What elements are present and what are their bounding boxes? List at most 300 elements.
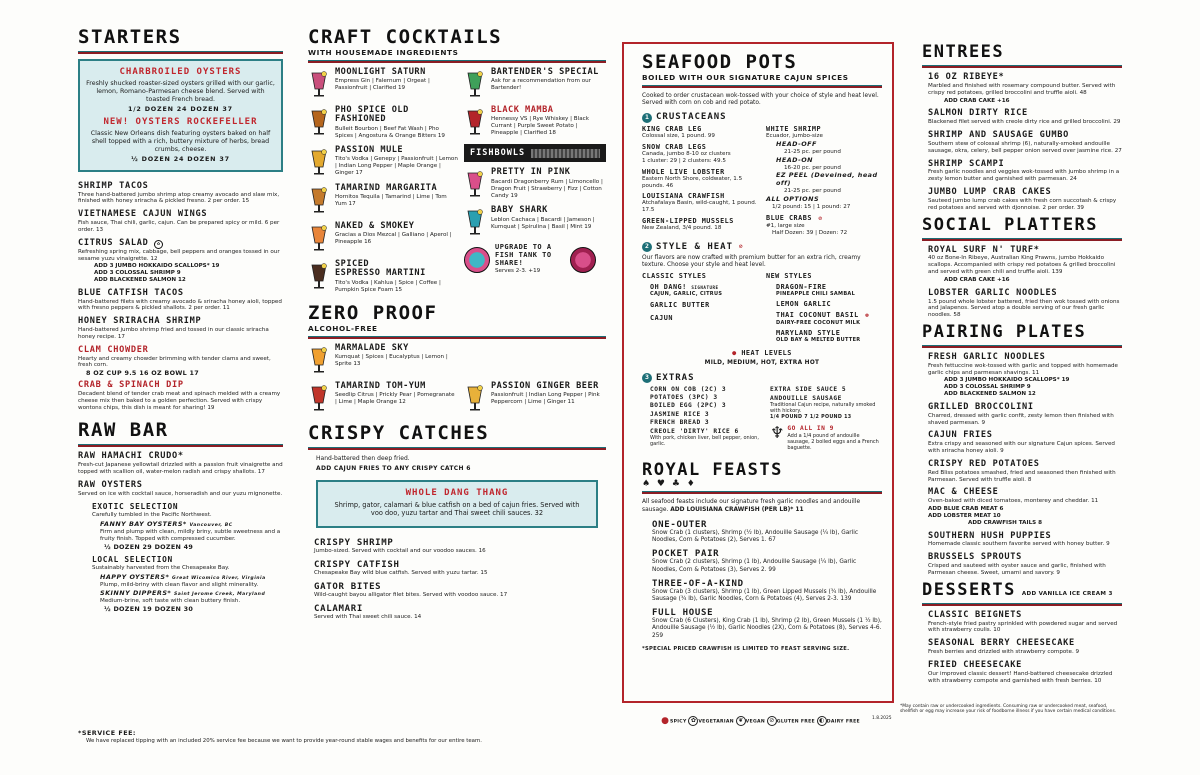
cocktails-subtitle: WITH HOUSEMADE INGREDIENTS	[308, 48, 459, 57]
spicy-icon: ●	[661, 715, 669, 726]
item-addon: ADD LOBSTER MEAT 10	[928, 512, 1001, 519]
item-desc: Served with Thai sweet chili sauce. 14	[314, 614, 422, 621]
style-name: MARYLAND STYLE	[776, 329, 841, 338]
item-desc: Charred, dressed with garlic confit, zesty lemon then finished with shaved parmesan. 9	[928, 412, 1114, 426]
trident-icon: ♆	[770, 423, 785, 443]
cocktail-text	[491, 168, 606, 199]
cocktail-item	[464, 206, 606, 238]
seafood-column	[642, 53, 882, 652]
menu-version: 1.8.2025	[872, 716, 892, 721]
starter-item	[78, 289, 283, 313]
cocktail-desc: Gracias a Dios Mezcal | Galliano | Aperol | Pineapple 16	[335, 232, 452, 246]
oyster-name: SKINNY DIPPERS*	[100, 589, 172, 597]
go-all-in	[770, 425, 882, 453]
menu-item	[928, 431, 1122, 455]
blue-crabs-note: #1, large size	[766, 223, 805, 230]
item-desc: Fresh garlic noodles and veggies wok-tossed with jumbo shrimp in a zesty lemon butter and garnished with parmesan. 24	[928, 169, 1120, 183]
menu-item	[928, 460, 1122, 484]
item-desc: Extra crispy and seasoned with our signature Cajun spices. Served with sriracha honey aioli. 9	[928, 441, 1115, 455]
cocktail-text	[335, 222, 458, 246]
drink-glass-icon	[308, 222, 330, 254]
cocktail-desc: Leblon Cachaca | Bacardi | Jameson | Kumquat | Spirulina | Basil | Mint 19	[491, 216, 595, 230]
item-desc: Homemade classic southern favorite served with honey butter. 9	[928, 541, 1110, 548]
cocktail-desc: Hornitos Tequila | Tamarind | Lime | Tom Yum 17	[335, 194, 447, 208]
menu-item	[928, 553, 1122, 577]
shark-bowl-icon	[570, 247, 596, 273]
cocktail-item	[308, 184, 458, 216]
starter-item	[78, 210, 283, 234]
spicy-icon: ●	[732, 349, 737, 358]
item-desc: 40 oz Bone-In Ribeye, Australian King Prawns, jumbo Hokkaido scallops. Accompanied with crispy red potatoes & grilled broccolini and served with green chili and truffle aioli. 139	[928, 255, 1116, 275]
new-styles-title: NEW STYLES	[766, 271, 812, 280]
item-name: BLUE CATFISH TACOS	[78, 287, 184, 298]
item-addon: ADD CRAWFISH TAILS 8	[968, 519, 1043, 526]
crispy-addon: ADD CAJUN FRIES TO ANY CRISPY CATCH 6	[316, 464, 471, 472]
heat-levels	[642, 349, 882, 366]
drink-glass-icon	[308, 106, 330, 138]
menu-item	[314, 538, 606, 555]
item-name: HONEY SRIRACHA SHRIMP	[78, 316, 202, 327]
item-desc: Decadent blend of tender crab meat and spinach melded with a creamy cheese mix then baked to a golden perfection. Served with crispy wontons chips, this dish is meant for sharing! 19	[78, 390, 281, 411]
shrimp-option-desc: 21-25 pc. per pound	[784, 148, 841, 155]
drinks-column	[308, 28, 606, 626]
item-name: SALMON DIRTY RICE	[928, 108, 1028, 119]
upgrade-text: UPGRADE TO A FISH TANK TO SHARE!	[495, 243, 552, 267]
legend-item	[736, 716, 765, 726]
go-all-in-desc: Add a 1/4 pound of andouille sausage, 2 boiled eggs and a French baguette.	[787, 432, 879, 451]
desserts-divider	[922, 603, 1122, 606]
item-name: MAC & CHEESE	[928, 487, 999, 498]
cocktail-desc: Tito's Vodka | Genepy | Passionfruit | Lemon | Indian Long Pepper | Maple Orange | Ginger 17	[335, 156, 458, 177]
item-desc: 1.5 pound whole lobster battered, fried then wok tossed with onions and jalapenos. Served atop a double serving of our fresh garlic noodles. 58	[928, 298, 1120, 319]
royal-feasts-title: ROYAL FEASTS	[642, 459, 783, 480]
glass-icon	[465, 69, 485, 99]
charbroiled-oysters-name: CHARBROILED OYSTERS	[119, 67, 242, 77]
drink-glass-icon	[308, 260, 330, 292]
oyster-desc: Plump, mild-briny with clean flavor and slight minerality.	[100, 582, 259, 589]
charbroiled-oysters-desc: Freshly shucked roaster-sized oysters grilled with our garlic, lemon, Romano-Parmesan cheese blend. Served with toasted French bread.	[86, 79, 275, 103]
cocktail-desc: Bacardi Dragonberry Rum | Limoncello | Dragon Fruit | Strawberry | Fizz | Cotton Candy 19	[491, 178, 603, 199]
white-shrimp-name: WHITE SHRIMP	[766, 125, 822, 134]
cocktail-text	[335, 68, 458, 92]
style-sub: CAJUN, GARLIC, CITRUS	[650, 291, 723, 298]
upgrade-serves: Serves 2-3. +19	[495, 268, 541, 275]
item-desc: Fresh-cut Japanese yellowtail drizzled with a passion fruit vinaigrette and topped with scallion oil, water-melon radish and crispy shallots. 17	[78, 462, 283, 476]
item-name: CAJUN FRIES	[928, 430, 993, 441]
cocktail-name: BLACK MAMBA	[491, 104, 554, 115]
legend-item	[688, 716, 734, 726]
whole-dang-thang-name: WHOLE DANG THANG	[405, 488, 509, 499]
menu-item	[928, 188, 1122, 212]
feast-desc: Snow Crab (6 Clusters), King Crab (1 lb), Shrimp (2 lb), Green Mussels (1 ½ lb), Andouille Sausage (½ lb), Garlic Noodles (2X), Corn & Potatoes (8), Serves 4-6. 259	[652, 618, 882, 639]
crustaceans-left	[642, 125, 758, 237]
item-name: CRAB & SPINACH DIP	[78, 380, 184, 391]
go-all-in-name: GO ALL IN 9	[787, 425, 834, 433]
andouille-price: 1/4 POUND 7 1/2 POUND 13	[770, 415, 852, 421]
cocktail-item	[308, 146, 458, 178]
social-title: SOCIAL PLATTERS	[922, 214, 1099, 235]
exotic-desc: Carefully tumbled in the Pacific Northwest.	[92, 511, 212, 518]
item-name: CRISPY CATFISH	[314, 559, 400, 570]
entrees-title: ENTREES	[922, 42, 1005, 62]
menu-item	[928, 246, 1122, 284]
crustaceans-right	[766, 125, 882, 237]
item-name: SHRIMP AND SAUSAGE GUMBO	[928, 130, 1069, 140]
legend-item	[817, 716, 860, 726]
legend-item	[767, 716, 815, 726]
legend-label: VEGETARIAN	[698, 719, 734, 725]
item-price: 8 OZ CUP 9.5 16 OZ BOWL 17	[86, 369, 200, 378]
feast-desc: Snow Crab (1 clusters), Shrimp (½ lb), Andouille Sausage (¼ lb), Garlic Noodles, Corn & Potatoes (2), Serves 1. 67	[652, 529, 859, 544]
menu-item	[928, 289, 1122, 319]
oyster-price: ½ DOZEN 29 DOZEN 49	[104, 542, 194, 551]
cocktails-right	[464, 68, 606, 300]
item-desc: Crisped and sauteed with oyster sauce and garlic, finished with Parmesan cheese. Sweet, umami and savory. 9	[928, 563, 1106, 576]
style-sub: DAIRY-FREE COCONUT MILK	[776, 320, 861, 327]
white-shrimp-desc: Ecuador, jumbo-size	[766, 133, 823, 140]
style-name: THAI COCONUT BASIL	[776, 311, 859, 320]
cocktail-text	[491, 68, 606, 92]
extra-item: BOILED EGG (2PC) 3	[650, 402, 727, 410]
cocktail-text	[491, 206, 606, 230]
dairy-free-icon: ◐	[817, 716, 827, 726]
style-sub: PINEAPPLE CHILI SAMBAL	[776, 291, 856, 298]
item-desc: Southern stew of colossal shrimp (6), naturally-smoked andouille sausage, okra, celery, bell pepper onion served over jasmine rice. 27	[928, 140, 1122, 154]
item-name: GATOR BITES	[314, 581, 382, 592]
cocktail-desc: Ask for a recommendation from our Bartender!	[491, 78, 591, 92]
menu-item	[928, 639, 1122, 656]
step-number: 1	[642, 113, 652, 123]
rockefeller-name: NEW! OYSTERS ROCKEFELLER	[103, 117, 258, 128]
vegan-icon: ❦	[736, 716, 746, 726]
crispy-divider	[308, 447, 606, 450]
extra-item: CREOLE 'DIRTY' RICE 6	[650, 427, 739, 435]
item-name: CRISPY SHRIMP	[314, 537, 394, 548]
cocktail-name: NAKED & SMOKEY	[335, 220, 415, 231]
entrees-divider	[922, 65, 1122, 68]
cocktail-name: PASSION MULE	[335, 144, 404, 155]
item-desc: Jumbo-sized. Served with cocktail and our voodoo sauces. 16	[314, 547, 486, 554]
cocktail-text	[491, 106, 606, 137]
item-desc: Three hand-battered jumbo shrimp atop creamy avocado and slaw mix, finished with honey sriracha & pickled fresno. 2 per order. 15	[78, 191, 280, 205]
glass-icon	[309, 345, 329, 375]
cocktail-text	[335, 382, 458, 406]
extras-right	[770, 386, 882, 454]
cocktail-item	[308, 68, 458, 100]
heat-desc: MILD, MEDIUM, HOT, EXTRA HOT	[704, 359, 820, 366]
addon: ADD BLACKENED SALMON 12	[94, 276, 186, 283]
item-name: GRILLED BROCCOLINI	[928, 401, 1034, 412]
creole-rice-desc: With pork, chicken liver, bell pepper, onion, garlic.	[650, 435, 759, 448]
crustacean-name: SNOW CRAB LEGS	[642, 143, 707, 152]
seafood-pots-title: SEAFOOD POTS	[642, 51, 798, 73]
item-name: JUMBO LUMP CRAB CAKES	[928, 187, 1052, 197]
vegetarian-icon: ✿	[688, 716, 698, 726]
crustacean-name: GREEN-LIPPED MUSSELS	[642, 216, 734, 225]
menu-item	[928, 532, 1122, 549]
menu-item	[928, 73, 1122, 104]
starter-item	[78, 346, 283, 378]
seafood-intro: Cooked to order crustacean wok-tossed with your choice of style and heat level. Served with corn on cob and red potato.	[642, 92, 879, 107]
oyster-name: HAPPY OYSTERS*	[100, 573, 170, 582]
cocktail-text	[335, 146, 458, 177]
style-name: GARLIC BUTTER	[650, 301, 710, 310]
item-name: SEASONAL BERRY CHEESECAKE	[928, 638, 1075, 649]
vegetarian-icon: ✿	[154, 240, 163, 249]
glass-icon	[465, 169, 485, 199]
whole-dang-thang-desc: Shrimp, gator, calamari & blue catfish on a bed of cajun fries. Served with voo doo, yuzu tartar and Thai sweet chili sauces. 32	[334, 501, 580, 518]
item-addon: ADD 3 COLOSSAL SHRIMP 9	[944, 384, 1031, 391]
item-name: SHRIMP TACOS	[78, 180, 149, 191]
item-name: CALAMARI	[314, 604, 363, 615]
item-addon: ADD CRAB CAKE +16	[944, 97, 1010, 104]
cocktail-desc: Tito's Vodka | Kahlua | Spice | Coffee | Pumpkin Spice Foam 15	[335, 279, 441, 293]
seafood-divider	[642, 85, 882, 88]
fishbowl-pattern	[531, 149, 600, 158]
legend-label: VEGAN	[745, 719, 766, 725]
crustacean-desc: New Zealand, 3/4 pound. 18	[642, 224, 722, 231]
royal-desc: All seafood feasts include our signature fresh garlic noodles and andouille sausage.	[642, 499, 861, 513]
feast-desc: Snow Crab (3 clusters), Shrimp (1 lb), Green Lipped Mussels (¾ lb), Andouille Sausage (¾ lb), Garlic Noodles, Corn & Potatoes (4), Serves 2-3. 139	[652, 588, 877, 602]
gluten-free-icon: ⊘	[767, 716, 777, 726]
cocktail-desc: Seedlip Citrus | Prickly Pear | Pomegranate | Lime | Maple Orange 12	[335, 391, 455, 405]
cocktails-left	[308, 68, 458, 300]
menu-item	[928, 353, 1122, 398]
starters-column	[78, 28, 283, 614]
item-name: VIETNAMESE CAJUN WINGS	[78, 209, 208, 220]
cocktail-desc: Hennessy VS | Rye Whiskey | Black Currant | Purple Sweet Potato | Pineapple | Clarified 18	[491, 116, 589, 137]
item-name: ROYAL SURF N' TURF*	[928, 244, 1040, 255]
cocktail-desc: Empress Gin | Falernum | Orgeat | Passionfruit | Clarified 19	[335, 78, 430, 92]
starter-item	[78, 182, 283, 206]
classic-styles-title: CLASSIC STYLES	[642, 271, 707, 280]
extra-side-sauce: EXTRA SIDE SAUCE 5	[770, 385, 847, 393]
local-selection: LOCAL SELECTION	[92, 554, 173, 564]
drink-glass-icon	[464, 168, 486, 200]
starter-item	[78, 317, 283, 341]
extras-title: EXTRAS	[656, 372, 695, 383]
royal-note: *SPECIAL PRICED CRAWFISH IS LIMITED TO FEAST SERVING SIZE.	[642, 645, 850, 652]
item-desc: Hearty and creamy chowder brimming with tender clams and sweet, fresh corn.	[78, 355, 271, 369]
cocktail-item	[308, 382, 458, 414]
style-name: CAJUN	[650, 314, 673, 323]
desserts-addon: ADD VANILLA ICE CREAM 3	[1021, 590, 1113, 597]
drink-glass-icon	[308, 184, 330, 216]
zero-proof-name: PASSION GINGER BEER	[491, 380, 599, 391]
extras-left	[650, 386, 762, 454]
glass-icon	[465, 107, 485, 137]
style-tag: SIGNATURE	[691, 284, 719, 290]
feast-name: THREE-OF-A-KIND	[652, 578, 744, 589]
starter-item	[78, 381, 283, 411]
shrimp-option: EZ PEEL (Deveined, head off)	[776, 171, 878, 188]
item-desc: Fresh berries and drizzled with strawberry compote. 9	[928, 649, 1080, 656]
zero-proof-subtitle: ALCOHOL-FREE	[308, 323, 378, 333]
cocktail-item	[308, 344, 458, 376]
item-desc: French-style fried pastry sprinkled with powdered sugar and served with strawberry coulis. 10	[928, 620, 1118, 634]
item-name: CITRUS SALAD	[78, 237, 149, 248]
cocktail-item	[308, 222, 458, 254]
glass-icon	[309, 147, 329, 177]
cocktail-name: BABY SHARK	[491, 205, 548, 216]
cocktail-name: MOONLIGHT SATURN	[335, 66, 426, 77]
item-desc: Refreshing spring mix, cabbage, bell peppers and oranges tossed in our sesame yuzu vinaigrette. 12	[78, 248, 280, 262]
mains-column	[922, 44, 1122, 689]
cocktail-text	[335, 260, 458, 294]
style-sub: OLD BAY & MELTED BUTTER	[776, 337, 861, 344]
crustacean-desc: Atchafalaya Basin, wild-caught, 1 pound. 17.5	[642, 200, 757, 214]
fishbowls-label: FISHBOWLS	[470, 147, 526, 158]
starters-divider	[78, 51, 283, 54]
menu-item	[928, 488, 1122, 526]
oyster-desc: Medium-brine, soft taste with clean buttery finish.	[100, 597, 241, 604]
pairing-divider	[922, 345, 1122, 348]
style-heat-heading	[642, 242, 882, 253]
menu-item	[928, 109, 1122, 126]
fish-tank-icon	[464, 247, 490, 273]
new-styles	[766, 272, 882, 344]
cocktail-text	[335, 344, 458, 368]
item-desc: Blackened filet served with creole dirty rice and grilled broccolini. 29	[928, 119, 1121, 126]
social-divider	[922, 238, 1122, 241]
crispy-catches-title: CRISPY CATCHES	[308, 421, 490, 444]
cocktail-name: SPICED ESPRESSO MARTINI	[335, 258, 426, 279]
crustaceans-title: CRUSTACEANS	[656, 112, 727, 123]
cocktail-desc: Kumquat | Spices | Eucalyptus | Lemon | Sprite 13	[335, 353, 448, 367]
style-heat-desc: Our flavors are now crafted with premium butter for an extra rich, creamy texture. Choose your style and heat level.	[642, 254, 861, 268]
service-fee-text: We have replaced tipping with an included 20% service fee because we want to provide year-round stable wages and benefits for our entire team.	[86, 737, 482, 744]
addon: ADD 3 COLOSSAL SHRIMP 9	[94, 270, 181, 277]
item-desc: Sauteed jumbo lump crab cakes with fresh corn succotash & crispy red potatoes and served with djonnoise. 2 per order. 39	[928, 197, 1117, 211]
zero-proof-divider	[308, 336, 606, 339]
fish-tank-upgrade	[464, 244, 606, 275]
item-addon: ADD CRAB CAKE +16	[944, 276, 1010, 283]
menu-item	[928, 611, 1122, 635]
style-heat-title: STYLE & HEAT	[656, 241, 734, 252]
feast-name: ONE-OUTER	[652, 519, 708, 530]
menu-item	[928, 403, 1122, 427]
vegan-icon: ⊛	[865, 313, 870, 320]
classic-styles	[642, 272, 758, 344]
extra-item: POTATOES (3PC) 3	[650, 394, 718, 402]
royal-divider	[642, 491, 882, 494]
menu-item	[928, 131, 1122, 155]
cocktail-item	[308, 260, 458, 294]
royal-addon: ADD LOUISIANA CRAWFISH (PER LB)* 11	[670, 506, 804, 513]
oyster-origin: Great Wicomico River, Virginia	[172, 576, 266, 582]
cocktails-divider	[308, 60, 606, 63]
legend-label: DAIRY FREE	[826, 719, 860, 725]
shrimp-option-desc: 21-25 pc. per pound	[784, 188, 841, 194]
zero-proof-desc: Passionfruit | Indian Long Pepper | Pink Peppercorn | Lime | Ginger 11	[491, 391, 600, 405]
item-name: RAW HAMACHI CRUDO*	[78, 451, 184, 462]
crustacean-desc: Eastern North Shore, coldwater, 1.5 pounds. 46	[642, 175, 743, 189]
item-desc: Hand-battered filets with creamy avocado & sriracha honey aioli, topped with fresno peppers & pickled shallots. 2 per order. 11	[78, 298, 282, 312]
item-name: CLAM CHOWDER	[78, 344, 149, 355]
cocktail-text	[335, 106, 458, 140]
legend-label: SPICY	[670, 719, 687, 725]
item-desc: Chesapeake Bay wild blue catfish. Served with yuzu tartar. 15	[314, 570, 488, 577]
menu-item	[928, 160, 1122, 184]
card-suits-icon: ♠ ♥ ♣ ♦	[642, 479, 697, 490]
item-name: LOBSTER GARLIC NOODLES	[928, 287, 1058, 298]
item-name: FRIED CHEESECAKE	[928, 659, 1022, 670]
extra-item: FRENCH BREAD 3	[650, 419, 710, 427]
item-name: RAW OYSTERS	[78, 479, 143, 490]
cocktail-item	[464, 106, 606, 138]
extras-heading	[642, 373, 882, 384]
feast-name: POCKET PAIR	[652, 549, 720, 560]
gluten-free-icon: ⊘	[818, 216, 823, 223]
cocktail-item	[464, 68, 606, 100]
glass-icon	[309, 107, 329, 137]
crustacean-name: KING CRAB LEG	[642, 125, 702, 134]
service-fee-note	[78, 730, 598, 744]
glass-icon	[465, 207, 485, 237]
menu-item	[314, 582, 606, 599]
oysters-feature-box	[78, 59, 283, 172]
zero-proof-item	[464, 382, 606, 414]
oyster-name: FANNY BAY OYSTERS*	[100, 520, 187, 529]
item-desc: Oven-baked with diced tomatoes, monterey and cheddar. 11	[928, 498, 1099, 505]
diet-legend	[660, 716, 860, 726]
shrimp-option-desc: 1/2 pound: 15 | 1 pound: 27	[772, 203, 851, 210]
desserts-title: DESSERTS	[922, 579, 1016, 600]
drink-glass-icon	[464, 206, 486, 238]
shrimp-option: HEAD-OFF	[776, 140, 817, 149]
drink-glass-icon	[308, 68, 330, 100]
rawbar-divider	[78, 444, 283, 447]
pairing-title: PAIRING PLATES	[922, 321, 1087, 342]
crustaceans-heading	[642, 112, 882, 123]
shrimp-option-desc: 16-20 pc. per pound	[784, 164, 841, 171]
shrimp-option: HEAD-ON	[776, 155, 814, 164]
item-addon: ADD BLACKENED SALMON 12	[944, 391, 1036, 398]
glass-icon	[309, 69, 329, 99]
item-name: CLASSIC BEIGNETS	[928, 609, 1022, 620]
raw-food-disclaimer: *May contain raw or undercooked ingredients. Consuming raw or undercooked meat, seafood, shellfish or egg may increase your risk of foodborne illness if you have certain medical conditions.	[900, 704, 1117, 715]
oyster-origin: Saint Jerome Creek, Maryland	[174, 592, 266, 597]
cocktail-desc: Bulleit Bourbon | Beef Fat Wash | Pho Spices | Angostura & Orange Bitters 19	[335, 125, 445, 139]
item-desc: Wild-caught bayou alligator filet bites. Served with voodoo sauce. 17	[314, 592, 508, 599]
item-name: BRUSSELS SPROUTS	[928, 552, 1022, 563]
starters-title: STARTERS	[78, 26, 182, 48]
cocktails-title: CRAFT COCKTAILS	[308, 26, 503, 48]
addon: ADD 3 JUMBO HOKKAIDO SCALLOPS* 19	[94, 263, 220, 270]
service-fee-title: *SERVICE FEE:	[78, 729, 136, 737]
zero-proof-title: ZERO PROOF	[308, 301, 438, 324]
fishbowls-banner	[464, 144, 606, 162]
crispy-desc: Hand-battered then deep fried.	[316, 454, 410, 462]
drink-glass-icon	[308, 382, 330, 414]
crustacean-name: LOUISIANA CRAWFISH	[642, 192, 725, 201]
item-name: 16 OZ RIBEYE*	[928, 72, 1005, 82]
step-number: 2	[642, 242, 652, 252]
glass-icon	[309, 261, 329, 291]
menu-item	[314, 560, 606, 577]
item-name: SHRIMP SCAMPI	[928, 158, 1005, 169]
item-desc: Red Bliss potatoes smashed, fried and seasoned then finished with Parmesan. Served with truffle aioli. 8	[928, 469, 1116, 483]
feast-name: FULL HOUSE	[652, 608, 714, 619]
legend-item	[660, 716, 687, 726]
step-number: 3	[642, 373, 652, 383]
oyster-origin: Vancouver, BC	[189, 523, 233, 529]
item-desc: Marbled and finished with rosemary compound butter. Served with crispy red potatoes, grilled broccolini and truffle aioli. 48	[928, 82, 1116, 96]
cocktail-name: TAMARIND MARGARITA	[335, 182, 438, 193]
rockefeller-desc: Classic New Orleans dish featuring oysters baked on half shell topped with a rich, buttery mixture of herbs, bread crumbs, cheese.	[90, 130, 271, 154]
crustacean-desc: Canada, jumbo 8-10 oz clusters 1 cluster: 29 | 2 clusters: 49.5	[642, 151, 731, 164]
charbroiled-oysters-price: 1/2 DOZEN 24 DOZEN 37	[128, 104, 233, 113]
